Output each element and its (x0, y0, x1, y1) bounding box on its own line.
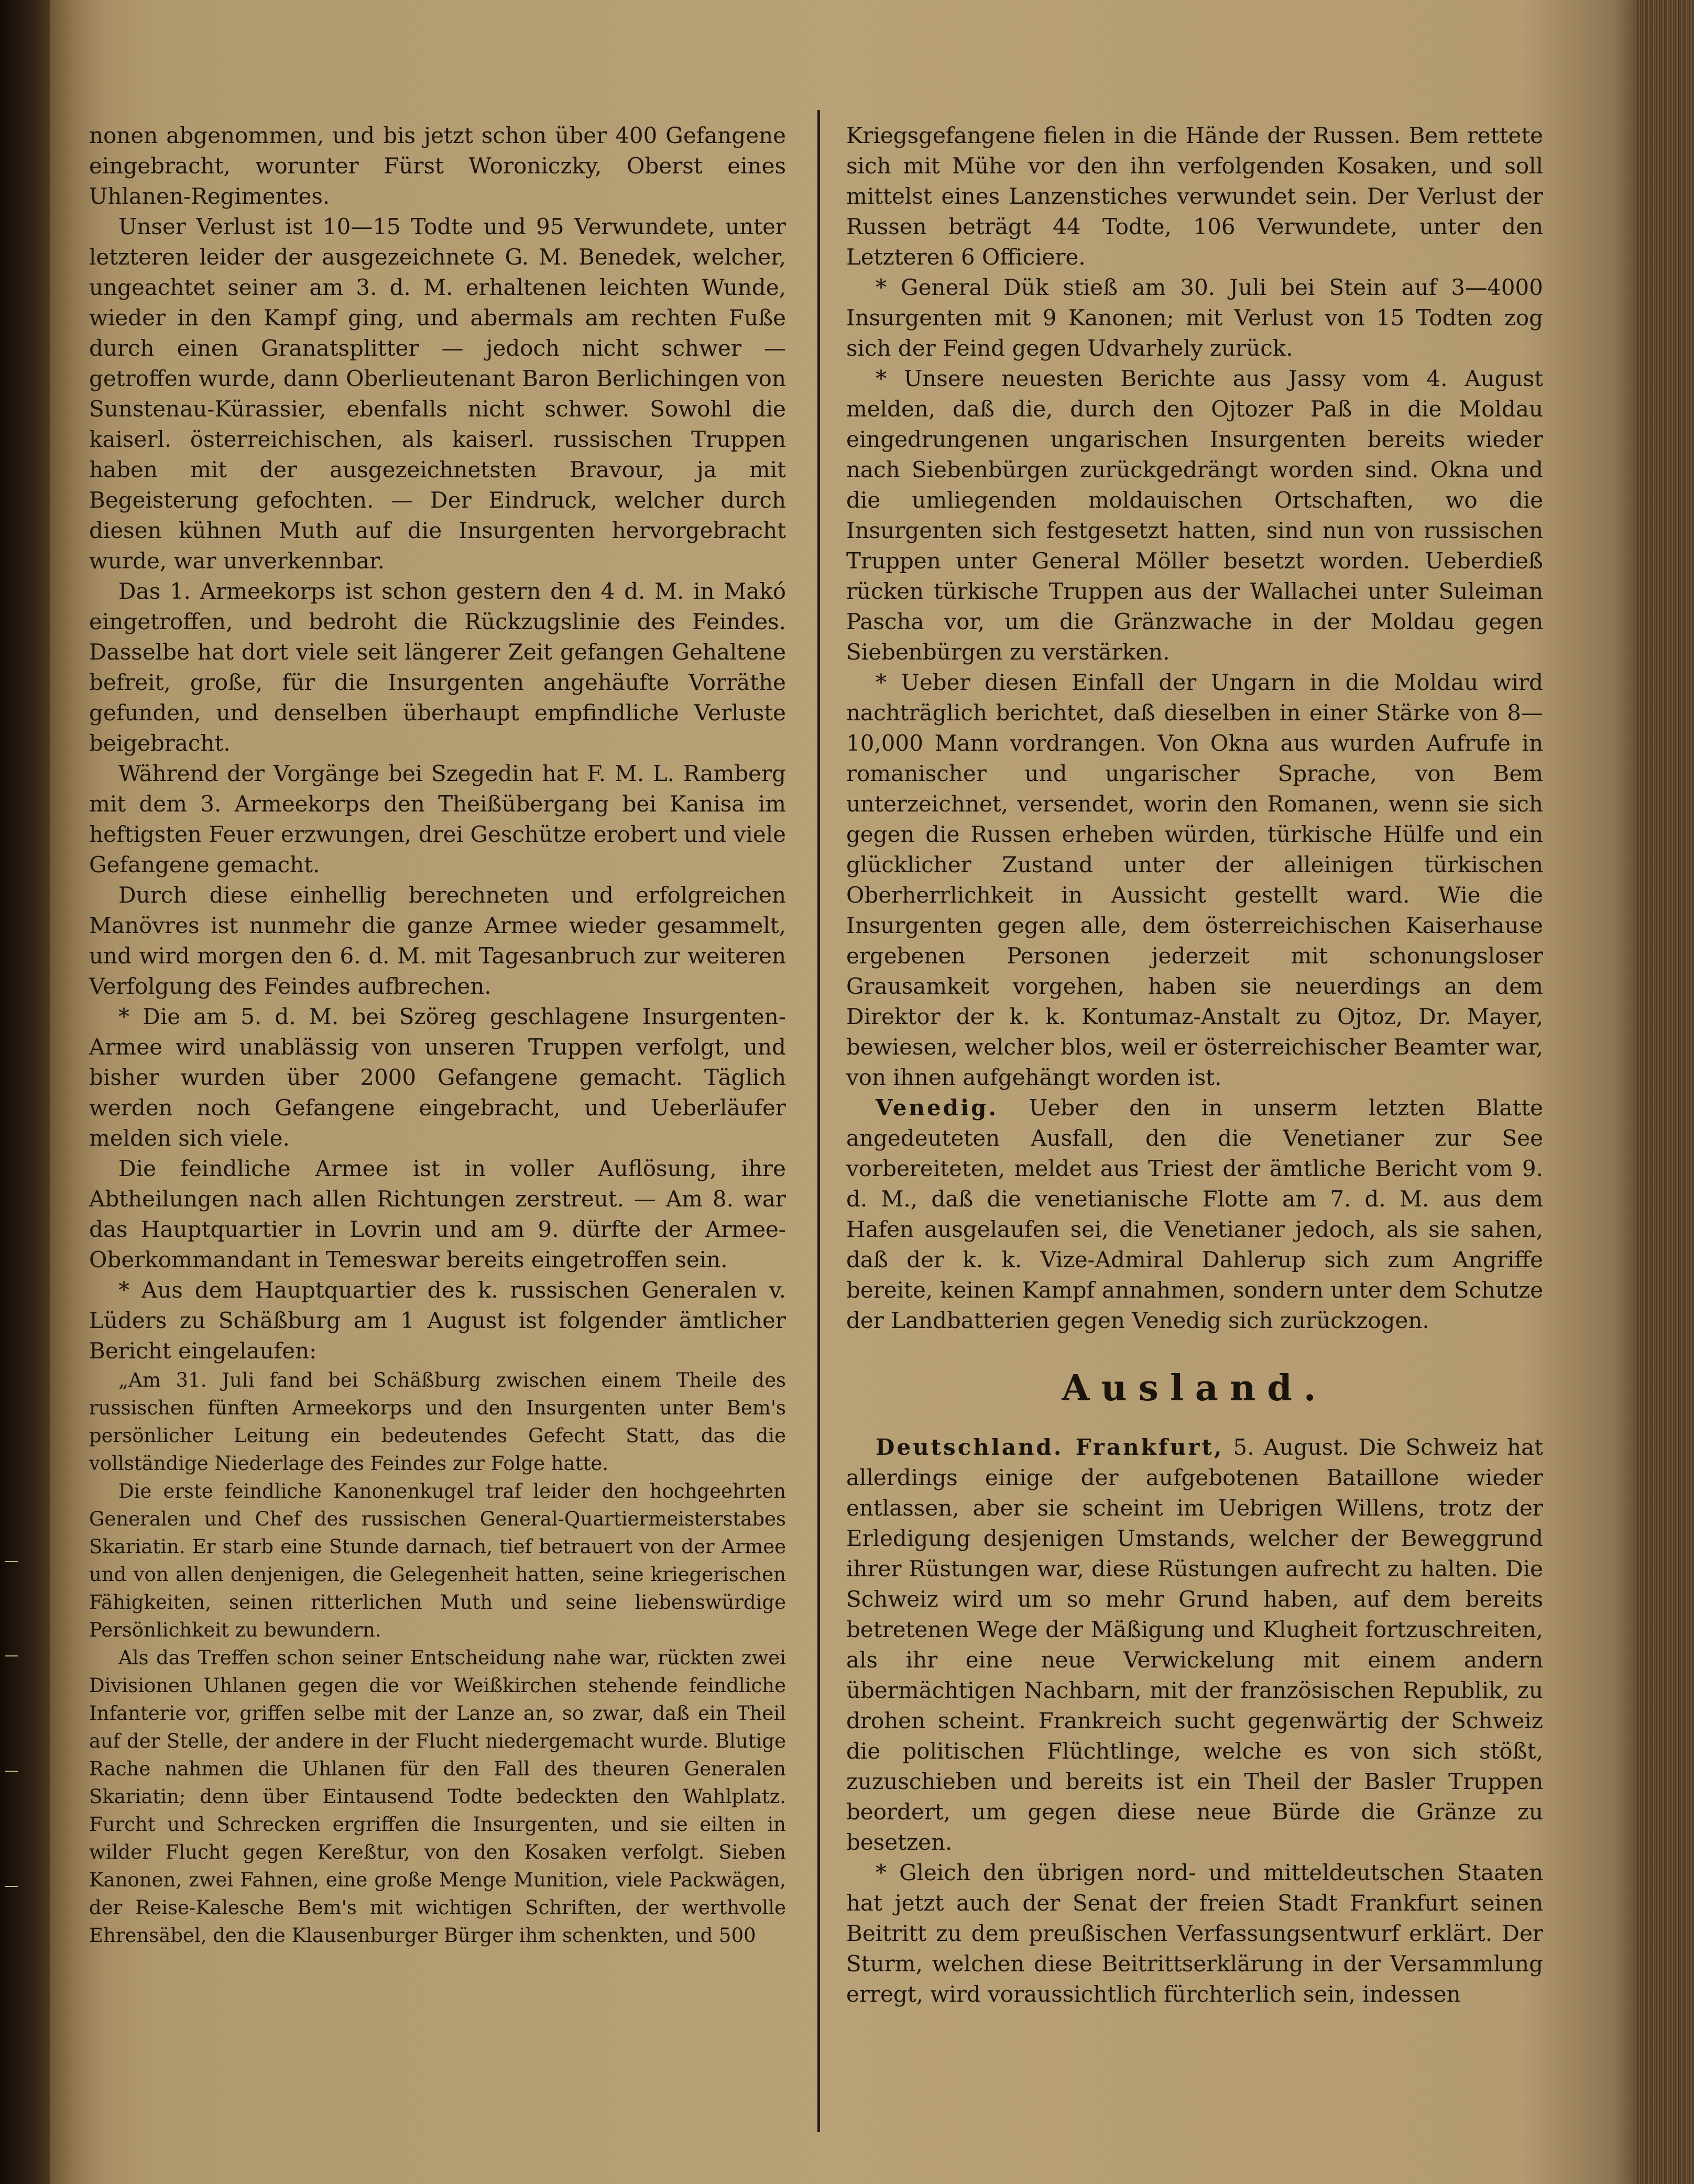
deutschland-paragraph (846, 1432, 1543, 1858)
margin-mark (5, 1771, 18, 1772)
margin-mark (5, 1561, 18, 1562)
paragraph: Das 1. Armeekorps ist schon gestern den 4 d. M. in Makó eingetroffen, und bedroht die Rückzugslinie des Feindes. Dasselbe hat dort viele seit längerer Zeit gefangen Gehaltene befreit, große, für die Insurgenten angehäufte Vorräthe gefunden, und denselben überhaupt empfindliche Verluste beigebracht. (89, 578, 786, 756)
quoted-paragraph: Die erste feindliche Kanonenkugel traf leider den hochgeehrten Generalen und Chef des russischen General-Quartiermeisterstabes Skariatin. Er starb eine Stunde darnach, tief betrauert von der Armee und von allen denjenigen, die Gelegenheit hatten, seine kriegerischen Fähigkeiten, seinen ritterlichen Muth und seine liebenswürdige Persönlichkeit zu bewundern. (89, 1480, 786, 1641)
paragraph: * General Dük stieß am 30. Juli bei Stein auf 3—4000 Insurgenten mit 9 Kanonen; mit Verlust von 15 Todten zog sich der Feind gegen Udvarhely zurück. (846, 275, 1543, 361)
paragraph: Kriegsgefangene fielen in die Hände der Russen. Bem rettete sich mit Mühe vor den ihn verfolgenden Kosaken, und soll mittelst eines Lanzenstiches verwundet sein. Der Verlust der Russen beträgt 44 Todte, 106 Verwundete, unter den Letzteren 6 Officiere. (846, 123, 1543, 270)
venedig-text: Ueber den in unserm letzten Blatte angedeuteten Ausfall, den die Venetianer zur See vorbereiteten, meldet aus Triest der ämtliche Bericht vom 9. d. M., daß die venetianische Flotte am 7. d. M. aus dem Hafen ausgelaufen sei, die Venetianer jedoch, als sie sahen, daß der k. k. Vize-Admiral Dahlerup sich zum Angriffe bereite, keinen Kampf annahmen, sondern unter dem Schutze der Landbatterien gegen Venedig sich zurückzogen. (846, 1095, 1543, 1333)
paragraph: * Gleich den übrigen nord- und mitteldeutschen Staaten hat jetzt auch der Senat der freien Stadt Frankfurt seinen Beitritt zu dem preußischen Verfassungsentwurf erklärt. Der Sturm, welchen diese Beitrittserklärung in der Versammlung erregt, wird voraussichtlich fürchterlich sein, indessen (846, 1860, 1543, 2007)
margin-mark (5, 1655, 18, 1656)
paragraph: nonen abgenommen, und bis jetzt schon über 400 Gefangene eingebracht, worunter Fürst Woroniczky, Oberst eines Uhlanen-Regimentes. (89, 123, 786, 209)
quoted-report (89, 1366, 786, 1949)
section-heading-ausland: Ausland. (1062, 1367, 1328, 1409)
paragraph: Unser Verlust ist 10—15 Todte und 95 Verwundete, unter letzteren leider der ausgezeichnete G. M. Benedek, welcher, ungeachtet seiner am 3. d. M. erhaltenen leichten Wunde, wieder in den Kampf ging, und abermals am rechten Fuße durch einen Granatsplitter — jedoch nicht schwer — getroffen wurde, dann Oberlieutenant Baron Berlichingen von Sunstenau-Kürassier, ebenfalls nicht schwer. Sowohl die kaiserl. österreichischen, als kaiserl. russischen Truppen haben mit der ausgezeichnetsten Bravour, ja mit Begeisterung gefochten. — Der Eindruck, welcher durch diesen kühnen Muth auf die Insurgenten hervorgebracht wurde, war unverkennbar. (89, 214, 786, 574)
deutschland-text: 5. August. Die Schweiz hat allerdings einige der aufgebotenen Bataillone wieder entlassen, aber sie scheint im Uebrigen Willens, trotz der Erledigung desjenigen Umstands, welcher der Beweggrund ihrer Rüstungen war, diese Rüstungen aufrecht zu halten. Die Schweiz wird um so mehr Grund haben, auf dem bereits betretenen Wege der Mäßigung und Klugheit fortzuschreiten, als ihr eine neue Verwickelung mit einem andern übermächtigen Nachbarn, mit der französischen Republik, zu drohen scheint. Frankreich sucht gegenwärtig der Schweiz die politischen Flüchtlinge, welche es von sich stößt, zuzuschieben und bereits ist ein Theil der Basler Truppen beordert, um gegen diese neue Bürde die Gränze zu besetzen. (846, 1434, 1543, 1855)
paragraph: Während der Vorgänge bei Szegedin hat F. M. L. Ramberg mit dem 3. Armeekorps den Theißübergang bei Kanisa im heftigsten Feuer erzwungen, drei Geschütze erobert und viele Gefangene gemacht. (89, 761, 786, 877)
margin-mark (5, 1886, 18, 1887)
venedig-lead: Venedig. (876, 1095, 999, 1121)
column-divider (817, 110, 820, 2132)
left-column (89, 120, 786, 1949)
paragraph: Die feindliche Armee ist in voller Auflösung, ihre Abtheilungen nach allen Richtungen zerstreut. — Am 8. war das Hauptquartier in Lovrin und am 9. dürfte der Armee-Oberkommandant in Temeswar bereits eingetroffen sein. (89, 1156, 786, 1272)
quoted-paragraph: „Am 31. Juli fand bei Schäßburg zwischen einem Theile des russischen fünften Armeekorps und den Insurgenten unter Bem's persönlicher Leitung ein bedeutendes Gefecht Statt, das die vollständige Niederlage des Feindes zur Folge hatte. (89, 1369, 786, 1475)
book-spine (0, 0, 50, 2184)
quoted-paragraph: Als das Treffen schon seiner Entscheidung nahe war, rückten zwei Divisionen Uhlanen gegen die vor Weißkirchen stehende feindliche Infanterie vor, griffen selbe mit der Lanze an, so zwar, daß ein Theil auf der Stelle, der andere in der Flucht niedergemacht wurde. Blutige Rache nahmen die Uhlanen für den Fall des theuren Generalen Skariatin; denn über Eintausend Todte bedeckten den Wahlplatz. Furcht und Schrecken ergriffen die Insurgenten, und sie eilten in wilder Flucht gegen Kereßtur, von den Kosaken verfolgt. Sieben Kanonen, zwei Fahnen, eine große Menge Munition, viele Packwägen, der Reise-Kalesche Bem's mit wichtigen Schriften, der werthvolle Ehrensäbel, den die Klausenburger Bürger ihm schenkten, und 500 (89, 1647, 786, 1947)
paragraph: Durch diese einhellig berechneten und erfolgreichen Manövres ist nunmehr die ganze Armee wieder gesammelt, und wird morgen den 6. d. M. mit Tagesanbruch zur weiteren Verfolgung des Feindes aufbrechen. (89, 882, 786, 999)
paragraph: * Die am 5. d. M. bei Szöreg geschlagene Insurgenten-Armee wird unablässig von unseren Truppen verfolgt, und bisher wurden über 2000 Gefangene gemacht. Täglich werden noch Gefangene eingebracht, und Ueberläufer melden sich viele. (89, 1004, 786, 1151)
deutschland-lead: Deutschland. Frankfurt, (876, 1434, 1224, 1460)
right-column (846, 120, 1543, 2010)
newspaper-page (89, 79, 1546, 2132)
paragraph: * Aus dem Hauptquartier des k. russischen Generalen v. Lüders zu Schäßburg am 1 August ist folgender ämtlicher Bericht eingelaufen: (89, 1277, 786, 1364)
left-column-paragraphs (89, 120, 786, 1366)
page-edges (1636, 0, 1694, 2184)
paragraph: * Unsere neuesten Berichte aus Jassy vom 4. August melden, daß die, durch den Ojtozer Paß in die Moldau eingedrungenen ungarischen Insurgenten bereits wieder nach Siebenbürgen zurückgedrängt worden sind. Okna und die umliegenden moldauischen Ortschaften, wo die Insurgenten sich festgesetzt hatten, sind nun von russischen Truppen unter General Möller besetzt worden. Ueberdieß rücken türkische Truppen aus der Wallachei unter Suleiman Pascha vor, um die Gränzwache in der Moldau gegen Siebenbürgen zu verstärken. (846, 366, 1543, 665)
paragraph: * Ueber diesen Einfall der Ungarn in die Moldau wird nachträglich berichtet, daß dieselben in einer Stärke von 8—10,000 Mann vordrangen. Von Okna aus wurden Aufrufe in romanischer und ungarischer Sprache, von Bem unterzeichnet, versendet, worin den Romanen, wenn sie sich gegen die Russen erheben würden, türkische Hülfe und ein glücklicher Zustand unter der alleinigen türkischen Oberherrlichkeit in Aussicht gestellt ward. Wie die Insurgenten gegen alle, dem österreichischen Kaiserhause ergebenen Personen jederzeit mit schonungsloser Grausamkeit vorgehen, haben sie neuerdings an dem Direktor der k. k. Kontumaz-Anstalt zu Ojtoz, Dr. Mayer, bewiesen, welcher blos, weil er österreichischer Beamter war, von ihnen aufgehängt worden ist. (846, 670, 1543, 1090)
venedig-paragraph (846, 1093, 1543, 1336)
